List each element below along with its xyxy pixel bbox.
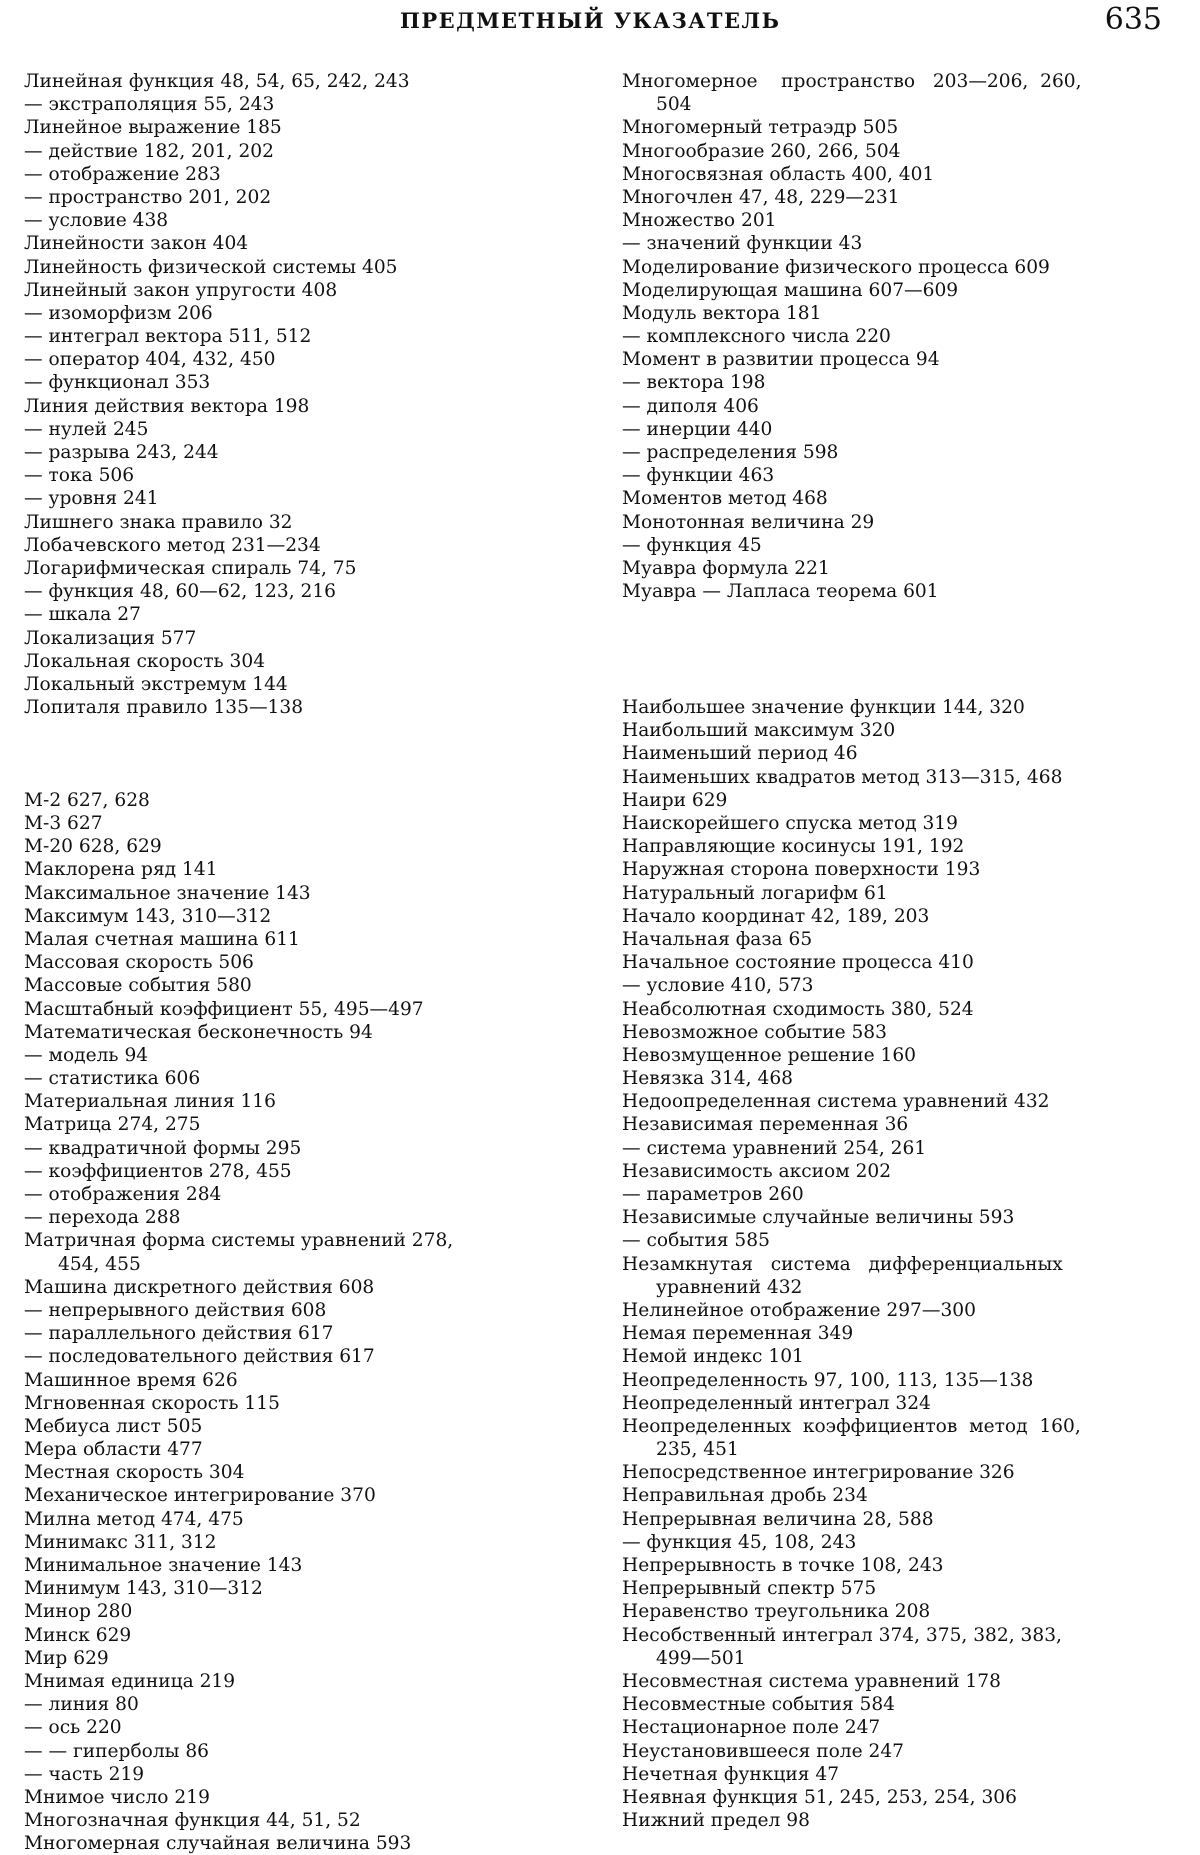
index-entry: — отображения 284 [24,1184,222,1205]
index-entry: Максимальное значение 143 [24,882,311,904]
index-entry: — — гиперболы 86 [24,1740,210,1762]
index-entry: Наибольшее значение функции 144, 320 [622,697,1025,719]
index-column-left [24,70,584,1855]
index-entry: Нечетная функция 47 [622,1763,840,1785]
index-gap [622,603,1182,626]
index-gap [622,627,1182,650]
index-entry: Многосвязная область 400, 401 [622,163,935,185]
index-entry: — комплексного числа 220 [622,326,891,348]
index-entry: М-3 627 [24,813,103,834]
index-entry: Натуральный логарифм 61 [622,882,888,904]
index-entry: Многочлен 47, 48, 229—231 [622,186,900,208]
index-entry: Неопределенных коэффициентов метод 160, [622,1415,1081,1437]
index-entry: — уровня 241 [24,488,159,510]
index-entry: Несовместная система уравнений 178 [622,1670,1001,1692]
index-entry: Неправильная дробь 234 [622,1485,868,1507]
index-entry: Невозмущенное решение 160 [622,1044,916,1066]
index-entry: — инерции 440 [622,418,773,440]
index-entry: Минимум 143, 310—312 [24,1578,263,1600]
index-entry: Несобственный интеграл 374, 375, 382, 383, [622,1624,1062,1646]
index-entry: Мебиуса лист 505 [24,1415,203,1437]
index-entry: — пространство 201, 202 [24,186,272,208]
index-entry-continuation: 454, 455 [58,1253,141,1275]
index-entry: Неопределенный интеграл 324 [622,1392,931,1414]
index-entry: — перехода 288 [24,1207,181,1229]
index-entry: Максимум 143, 310—312 [24,905,272,927]
index-gap [24,719,584,742]
index-entry: — экстраполяция 55, 243 [24,94,275,116]
index-entry: Незамкнутая система дифференциальных [622,1253,1063,1275]
index-entry: Начало координат 42, 189, 203 [622,905,930,927]
index-entry-continuation: уравнений 432 [656,1276,803,1298]
index-entry-continuation: 504 [656,94,692,116]
index-entry: Линия действия вектора 198 [24,395,310,417]
index-entry: Многомерное пространство 203—206, 260, [622,71,1082,92]
index-entry: Модуль вектора 181 [622,302,822,324]
index-entry: — шкала 27 [24,604,141,626]
index-entry: Минимакс 311, 312 [24,1531,217,1553]
index-entry: Линейность физической системы 405 [24,256,398,278]
index-entry: Минимальное значение 143 [24,1555,303,1576]
index-entry: Минск 629 [24,1624,132,1646]
index-entry: Моделирующая машина 607—609 [622,279,959,301]
index-entry: Нижний предел 98 [622,1810,810,1832]
page-number: 635 [1104,2,1162,37]
index-entry: Мнимое число 219 [24,1786,210,1808]
index-entry: — отображение 283 [24,163,221,185]
index-entry: — коэффициентов 278, 455 [24,1160,292,1182]
index-entry: Непрерывность в точке 108, 243 [622,1555,944,1576]
index-entry: — непрерывного действия 608 [24,1299,327,1321]
index-entry: Многомерный тетраэдр 505 [622,117,899,139]
index-entry: Независимость аксиом 202 [622,1160,892,1182]
index-entry: Монотонная величина 29 [622,511,875,533]
index-entry: М-20 628, 629 [24,836,162,858]
index-entry: Мнимая единица 219 [24,1670,236,1692]
index-entry: Невозможное событие 583 [622,1021,887,1043]
index-entry: Локальная скорость 304 [24,650,266,672]
index-entry: Неустановившееся поле 247 [622,1740,905,1762]
index-entry: Наискорейшего спуска метод 319 [622,813,958,834]
index-entry: Несовместные события 584 [622,1694,895,1716]
index-entry: — линия 80 [24,1694,139,1716]
index-entry: Наименьший период 46 [622,743,858,765]
index-entry-continuation: 499—501 [656,1647,746,1669]
index-entry: Немой индекс 101 [622,1346,804,1368]
index-entry: — условие 410, 573 [622,975,814,997]
index-entry: Маклорена ряд 141 [24,859,218,881]
index-entry: — распределения 598 [622,442,839,463]
index-entry: — последовательного действия 617 [24,1346,375,1368]
index-entry: Линейная функция 48, 54, 65, 242, 243 [24,71,410,92]
index-entry: Независимые случайные величины 593 [622,1207,1015,1229]
index-entry: Матричная форма системы уравнений 278, [24,1230,454,1252]
index-entry-continuation: 235, 451 [656,1439,739,1461]
index-entry: Лопиталя правило 135—138 [24,697,304,719]
index-entry: — оператор 404, 432, 450 [24,349,276,371]
index-entry: Машинное время 626 [24,1369,238,1391]
index-entry: Материальная линия 116 [24,1091,276,1113]
index-entry: — условие 438 [24,210,169,232]
index-entry: Наибольший максимум 320 [622,720,896,742]
index-entry: Наири 629 [622,789,728,811]
index-entry: Мир 629 [24,1647,109,1669]
index-entry: Множество 201 [622,210,777,232]
index-gap [622,673,1182,696]
index-entry: Неабсолютная сходимость 380, 524 [622,998,974,1020]
index-entry: — функция 45, 108, 243 [622,1531,857,1553]
index-entry: — действие 182, 201, 202 [24,140,274,162]
index-entry: — вектора 198 [622,372,766,394]
index-entry: Недоопределенная система уравнений 432 [622,1091,1050,1113]
index-entry: Линейности закон 404 [24,233,249,255]
index-entry: — нулей 245 [24,418,149,440]
index-entry: Неявная функция 51, 245, 253, 254, 306 [622,1786,1017,1808]
index-entry: — система уравнений 254, 261 [622,1137,927,1159]
index-entry: — функционал 353 [24,372,211,394]
index-entry: — часть 219 [24,1763,145,1785]
index-gap [622,650,1182,673]
index-entry: Независимая переменная 36 [622,1114,909,1136]
index-entry: Немая переменная 349 [622,1323,854,1345]
index-entry: Наименьших квадратов метод 313—315, 468 [622,766,1063,788]
index-entry: — значений функции 43 [622,233,863,255]
index-entry: — разрыва 243, 244 [24,442,219,463]
running-title: ПРЕДМЕТНЫЙ УКАЗАТЕЛЬ [400,8,781,33]
index-entry: — параллельного действия 617 [24,1323,334,1345]
index-entry: Наружная сторона поверхности 193 [622,859,981,881]
index-entry: Многомерная случайная величина 593 [24,1833,412,1855]
index-entry: Мера области 477 [24,1439,203,1461]
index-entry: М-2 627, 628 [24,789,150,811]
index-entry: Массовые события 580 [24,975,252,997]
index-entry: Муавра формула 221 [622,557,830,579]
index-entry: Начальная фаза 65 [622,928,813,950]
index-entry: Невязка 314, 468 [622,1068,793,1090]
index-entry: Лобачевского метод 231—234 [24,534,321,556]
index-entry: Логарифмическая спираль 74, 75 [24,557,357,579]
index-entry: Матрица 274, 275 [24,1114,201,1136]
index-entry: Минор 280 [24,1601,133,1623]
index-entry: — функция 48, 60—62, 123, 216 [24,581,337,603]
index-entry: — изоморфизм 206 [24,302,213,324]
index-entry: Локальный экстремум 144 [24,673,288,695]
index-entry: Многозначная функция 44, 51, 52 [24,1810,361,1832]
index-entry: Масштабный коэффициент 55, 495—497 [24,998,424,1020]
index-entry: Лишнего знака правило 32 [24,511,293,533]
index-gap [24,742,584,765]
index-entry: Моментов метод 468 [622,488,828,510]
index-entry: — параметров 260 [622,1184,804,1205]
index-entry: Начальное состояние процесса 410 [622,952,974,974]
index-entry: Местная скорость 304 [24,1462,245,1484]
index-entry: Математическая бесконечность 94 [24,1021,373,1043]
index-entry: Линейное выражение 185 [24,117,282,139]
index-entry: Милна метод 474, 475 [24,1508,244,1530]
index-entry: Неопределенность 97, 100, 113, 135—138 [622,1369,1034,1391]
index-entry: Нелинейное отображение 297—300 [622,1299,976,1321]
index-entry: Многообразие 260, 266, 504 [622,140,901,162]
index-entry: Малая счетная машина 611 [24,928,300,950]
index-entry: Непосредственное интегрирование 326 [622,1462,1015,1484]
index-entry: — функции 463 [622,465,775,487]
page-header [0,2,1200,42]
index-column-right [622,70,1182,1832]
index-entry: Механическое интегрирование 370 [24,1485,376,1507]
index-entry: Непрерывная величина 28, 588 [622,1508,934,1530]
index-entry: — тока 506 [24,465,135,487]
index-entry: Направляющие косинусы 191, 192 [622,836,965,858]
index-entry: — интеграл вектора 511, 512 [24,326,312,348]
index-entry: Непрерывный спектр 575 [622,1578,877,1600]
index-entry: Мгновенная скорость 115 [24,1392,280,1414]
index-entry: — статистика 606 [24,1068,201,1090]
index-entry: — события 585 [622,1230,770,1252]
index-entry: — диполя 406 [622,395,759,417]
index-entry: Машина дискретного действия 608 [24,1276,375,1298]
index-entry: — модель 94 [24,1044,149,1066]
index-entry: Неравенство треугольника 208 [622,1601,931,1623]
index-entry: Нестационарное поле 247 [622,1717,881,1739]
index-entry: Момент в развитии процесса 94 [622,349,940,371]
index-entry: Муавра — Лапласа теорема 601 [622,581,939,603]
index-entry: — функция 45 [622,534,762,556]
index-entry: Линейный закон упругости 408 [24,279,338,301]
index-entry: Массовая скорость 506 [24,952,254,974]
index-entry: — ось 220 [24,1717,122,1739]
index-entry: — квадратичной формы 295 [24,1137,302,1159]
index-gap [24,766,584,789]
index-entry: Моделирование физического процесса 609 [622,256,1050,278]
index-entry: Локализация 577 [24,627,197,649]
